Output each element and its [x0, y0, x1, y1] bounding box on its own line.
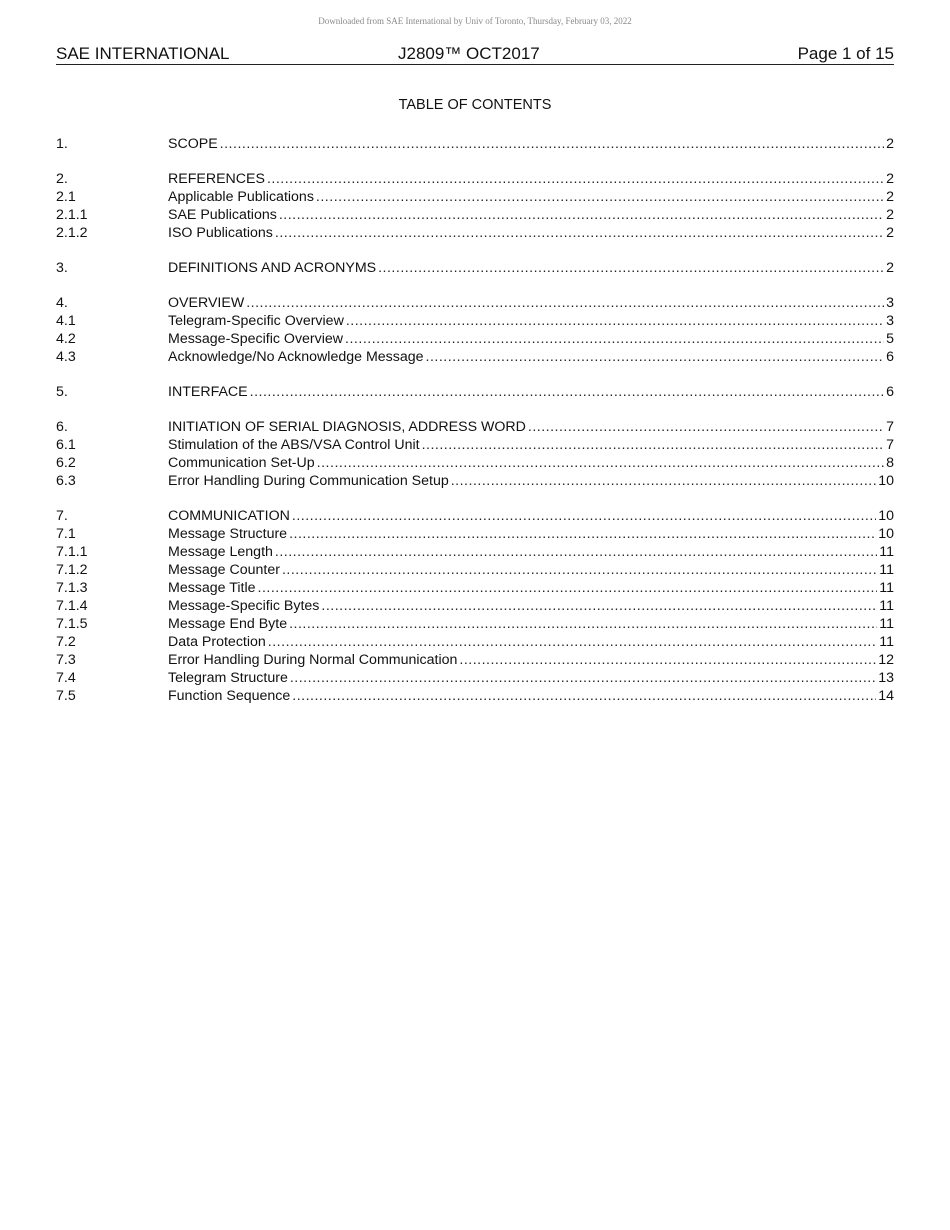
- toc-entry-number: 7.2: [56, 634, 76, 650]
- toc-entry-number: 7.1: [56, 526, 76, 542]
- toc-section-group: [56, 418, 894, 490]
- toc-section-group: [56, 259, 894, 277]
- toc-dot-leader: [246, 294, 884, 312]
- toc-dot-leader: [258, 579, 878, 597]
- toc-entry-page: 7: [886, 419, 894, 435]
- toc-entry[interactable]: [56, 188, 894, 206]
- header-document-id: J2809™ OCT2017: [398, 44, 540, 63]
- toc-entry-page: 3: [886, 295, 894, 311]
- toc-dot-leader: [250, 383, 884, 401]
- toc-entry-title: OVERVIEW: [168, 295, 245, 311]
- toc-entry-number: 4.2: [56, 331, 76, 347]
- toc-dot-leader: [317, 454, 884, 472]
- toc-entry-number: 7.1.5: [56, 616, 88, 632]
- toc-entry-title: Message-Specific Overview: [168, 331, 344, 347]
- toc-entry-number: 2.: [56, 171, 68, 187]
- toc-dot-leader: [220, 135, 884, 153]
- toc-entry[interactable]: [56, 454, 894, 472]
- toc-dot-leader: [346, 312, 884, 330]
- toc-entry-number: 7.5: [56, 688, 76, 704]
- toc-dot-leader: [275, 543, 877, 561]
- toc-entry-page: 12: [878, 652, 894, 668]
- toc-entry[interactable]: [56, 651, 894, 669]
- toc-entry-number: 7.1.3: [56, 580, 88, 596]
- toc-entry[interactable]: [56, 206, 894, 224]
- toc-entry-number: 6.3: [56, 473, 76, 489]
- toc-entry[interactable]: [56, 330, 894, 348]
- toc-entry-title: SCOPE: [168, 136, 218, 152]
- toc-entry-title: INITIATION OF SERIAL DIAGNOSIS, ADDRESS WORD: [168, 419, 526, 435]
- toc-section-group: [56, 135, 894, 153]
- toc-dot-leader: [451, 472, 876, 490]
- toc-entry-page: 5: [886, 331, 894, 347]
- toc-entry[interactable]: [56, 543, 894, 561]
- toc-dot-leader: [268, 633, 877, 651]
- toc-entry-number: 7.3: [56, 652, 76, 668]
- toc-entry-page: 8: [886, 455, 894, 471]
- toc-dot-leader: [289, 525, 876, 543]
- toc-dot-leader: [345, 330, 884, 348]
- toc-entry-number: 5.: [56, 384, 68, 400]
- toc-entry-page: 2: [886, 189, 894, 205]
- toc-dot-leader: [267, 170, 884, 188]
- toc-entry-page: 2: [886, 225, 894, 241]
- toc-entry[interactable]: [56, 259, 894, 277]
- toc-entry-page: 10: [878, 526, 894, 542]
- toc-entry-number: 2.1: [56, 189, 76, 205]
- toc-section-group: [56, 383, 894, 401]
- toc-entry-page: 10: [878, 508, 894, 524]
- toc-entry-title: REFERENCES: [168, 171, 265, 187]
- toc-entry[interactable]: [56, 383, 894, 401]
- toc-dot-leader: [275, 224, 884, 242]
- toc-dot-leader: [292, 687, 876, 705]
- toc-section-group: [56, 170, 894, 242]
- toc-entry-page: 6: [886, 349, 894, 365]
- toc-entry[interactable]: [56, 579, 894, 597]
- toc-entry-page: 3: [886, 313, 894, 329]
- toc-entry-number: 4.: [56, 295, 68, 311]
- toc-entry[interactable]: [56, 312, 894, 330]
- table-of-contents: [56, 135, 894, 722]
- toc-section-group: [56, 507, 894, 705]
- toc-entry-page: 13: [878, 670, 894, 686]
- toc-entry[interactable]: [56, 436, 894, 454]
- toc-entry-number: 4.3: [56, 349, 76, 365]
- toc-dot-leader: [426, 348, 885, 366]
- toc-entry-page: 2: [886, 136, 894, 152]
- toc-entry-page: 11: [879, 544, 894, 560]
- toc-dot-leader: [321, 597, 877, 615]
- toc-dot-leader: [459, 651, 876, 669]
- toc-entry-page: 7: [886, 437, 894, 453]
- toc-entry[interactable]: [56, 561, 894, 579]
- toc-entry-number: 6.: [56, 419, 68, 435]
- toc-entry[interactable]: [56, 135, 894, 153]
- toc-entry-title: Function Sequence: [168, 688, 291, 704]
- toc-entry-number: 7.1.1: [56, 544, 88, 560]
- toc-entry-title: Message End Byte: [168, 616, 288, 632]
- toc-entry-number: 3.: [56, 260, 68, 276]
- toc-entry-title: Stimulation of the ABS/VSA Control Unit: [168, 437, 420, 453]
- toc-entry[interactable]: [56, 224, 894, 242]
- toc-entry-page: 2: [886, 171, 894, 187]
- toc-entry-page: 11: [879, 616, 894, 632]
- toc-entry-title: DEFINITIONS AND ACRONYMS: [168, 260, 377, 276]
- toc-entry-number: 7.1.2: [56, 562, 88, 578]
- toc-entry-title: ISO Publications: [168, 225, 273, 241]
- toc-entry[interactable]: [56, 472, 894, 490]
- toc-entry-title: Applicable Publications: [168, 189, 314, 205]
- toc-entry-number: 7.4: [56, 670, 76, 686]
- toc-entry-page: 11: [879, 598, 894, 614]
- toc-entry[interactable]: [56, 669, 894, 687]
- toc-entry-title: Message Structure: [168, 526, 288, 542]
- toc-dot-leader: [289, 615, 877, 633]
- toc-entry-number: 7.: [56, 508, 68, 524]
- toc-dot-leader: [316, 188, 884, 206]
- toc-entry-title: Telegram-Specific Overview: [168, 313, 344, 329]
- toc-dot-leader: [378, 259, 884, 277]
- toc-entry[interactable]: [56, 294, 894, 312]
- toc-entry-number: 2.1.1: [56, 207, 88, 223]
- download-watermark: Downloaded from SAE International by Univ of Toronto, Thursday, February 03, 2022: [318, 16, 632, 26]
- toc-entry-page: 6: [886, 384, 894, 400]
- toc-entry-number: 2.1.2: [56, 225, 88, 241]
- toc-entry[interactable]: [56, 615, 894, 633]
- toc-entry-page: 2: [886, 260, 894, 276]
- toc-entry[interactable]: [56, 633, 894, 651]
- toc-entry-title: Error Handling During Normal Communication: [168, 652, 458, 668]
- toc-entry-title: INTERFACE: [168, 384, 248, 400]
- toc-heading: TABLE OF CONTENTS: [398, 97, 552, 113]
- toc-dot-leader: [528, 418, 884, 436]
- toc-entry[interactable]: [56, 687, 894, 705]
- toc-dot-leader: [422, 436, 885, 454]
- toc-entry-title: SAE Publications: [168, 207, 277, 223]
- toc-entry[interactable]: [56, 170, 894, 188]
- toc-entry[interactable]: [56, 348, 894, 366]
- header-page-number: Page 1 of 15: [797, 44, 894, 63]
- page-header: [56, 44, 894, 65]
- toc-entry-title: Telegram Structure: [168, 670, 288, 686]
- toc-entry-title: Message Counter: [168, 562, 280, 578]
- toc-entry-page: 14: [878, 688, 894, 704]
- toc-entry-page: 10: [878, 473, 894, 489]
- toc-entry-title: Message-Specific Bytes: [168, 598, 320, 614]
- toc-entry-title: Data Protection: [168, 634, 266, 650]
- toc-entry-page: 11: [879, 562, 894, 578]
- toc-dot-leader: [282, 561, 877, 579]
- toc-entry-title: Message Length: [168, 544, 273, 560]
- toc-entry[interactable]: [56, 525, 894, 543]
- toc-entry[interactable]: [56, 507, 894, 525]
- toc-dot-leader: [292, 507, 876, 525]
- toc-entry-title: Message Title: [168, 580, 256, 596]
- header-organization: SAE INTERNATIONAL: [56, 44, 230, 63]
- toc-dot-leader: [279, 206, 884, 224]
- toc-entry-number: 7.1.4: [56, 598, 88, 614]
- toc-entry[interactable]: [56, 418, 894, 436]
- toc-entry[interactable]: [56, 597, 894, 615]
- toc-entry-title: Acknowledge/No Acknowledge Message: [168, 349, 424, 365]
- toc-entry-page: 11: [879, 634, 894, 650]
- toc-entry-number: 1.: [56, 136, 68, 152]
- toc-entry-title: COMMUNICATION: [168, 508, 290, 524]
- toc-entry-title: Communication Set-Up: [168, 455, 315, 471]
- toc-entry-page: 2: [886, 207, 894, 223]
- toc-entry-number: 4.1: [56, 313, 76, 329]
- toc-entry-number: 6.2: [56, 455, 76, 471]
- toc-entry-title: Error Handling During Communication Setup: [168, 473, 449, 489]
- toc-dot-leader: [290, 669, 876, 687]
- toc-entry-number: 6.1: [56, 437, 76, 453]
- toc-entry-page: 11: [879, 580, 894, 596]
- toc-section-group: [56, 294, 894, 366]
